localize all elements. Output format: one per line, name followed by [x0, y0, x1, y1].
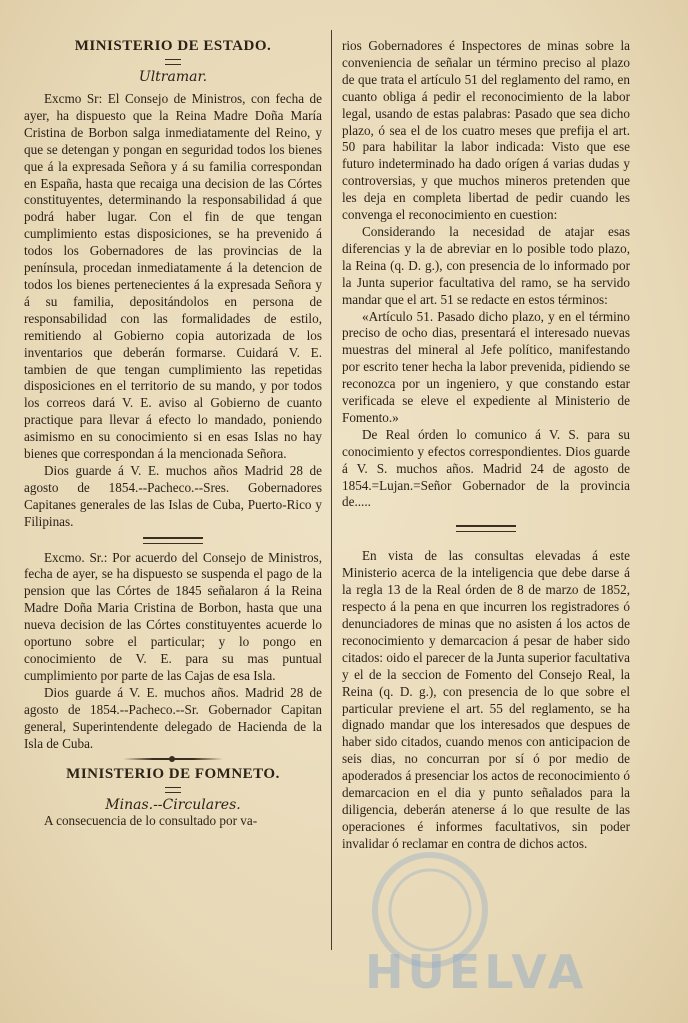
paragraph-articulo-51: «Artículo 51. Pasado dicho plazo, y en el término preciso de ocho dias, presentará el interesado nuevas muestras del mineral al Jefe político, manifestando por escrito tener hecha la labor prevenida, pidiendo se reconozca por un ingeniero, y que constando estar verificada se eleve el expediente al Ministerio de Fomento.» [342, 308, 630, 425]
paragraph-considerando: Considerando la necesidad de atajar esas diferencias y la de abreviar en lo posible todo plazo, la Reina (q. D. g.), con presencia de lo informado por la Junta superior facultativa del ramo, se ha servido mandar que el art. 51 se redacte en estos términos: [342, 223, 630, 307]
paragraph-signature-2: Dios guarde á V. E. muchos años. Madrid 28 de agosto de 1854.--Pacheco.--Sr. Gobernador Capitan general, Superintendente delegado de Hacienda de la Isla de Cuba. [24, 684, 322, 751]
paragraph-circular-cont: rios Gobernadores é Inspectores de minas sobre la conveniencia de señalar un término preciso al plazo de que trata el artículo 51 del reglamento del ramo, en cuanto obliga á pedir el reconocimiento de la labor legal, usando de estas palabras: Pasado que sea dicho plazo, ó sea el de los cuatro meses que prefija el art. 50 para habilitar la labor indicada: Visto que ese futuro indeterminado ha dado orígen á varias dudas y controversias, y que muchos mineros pretenden que les deja en completa libertad de pedir cuando les convenga el reconocimiento en cuestion: [342, 38, 630, 223]
ornament-dot-rule [123, 758, 223, 760]
ornament-double-rule [456, 525, 516, 532]
subheading-ultramar: Ultramar. [138, 69, 208, 85]
ornament-small [165, 59, 181, 65]
paragraph-decree-1: Excmo Sr: El Consejo de Ministros, con fecha de ayer, ha dispuesto que la Reina Madre Doña María Cristina de Borbon salga inmediatamente del Reino, y que se detengan y pongan en seguridad todos los bienes que á la expresada Señora y á su familia correspondan en España, hasta que recaiga una decision de las Córtes constituyentes, determinando la responsabilidad á que podrá haber lugar. Con el fin de que tengan cumplimiento estas disposiciones, se ha prevenido á todos los Gobernadores de las provincias de la península, procedan inmediatamente á la detencion de todos los bienes pertenecientes á la expresada Señora y á su familia, depositándolos en persona de responsabilidad con las formalidades de estilo, remitiendo al Gobierno copia autorizada de los inventarios que deberán formarse. Cuidará V. E. tambien de que tengan cumplimiento las repetidas disposiciones en el territorio de su mando, y por todos los correos dará V. E. aviso al Gobierno de cuanto practique para llevar á efecto lo mandado, poniendo asimismo en su conocimiento si en esas Islas no hay bienes que correspondan á la mencionada Señora. [24, 91, 322, 462]
paragraph-circular-start: A consecuencia de lo consultado por va- [44, 813, 258, 829]
ornament-double-rule [143, 537, 203, 544]
column-divider [331, 30, 332, 950]
right-column [342, 0, 630, 853]
ornament-small [165, 787, 181, 793]
left-column [24, 0, 322, 830]
watermark-text: HUELVA [365, 945, 588, 999]
paragraph-signature-1: Dios guarde á V. E. muchos años Madrid 28 de agosto de 1854.--Pacheco.--Sres. Gobernadores Capitanes generales de las Islas de Cuba, Puerto-Rico y Filipinas. [24, 462, 322, 529]
heading-ministerio-fomento: MINISTERIO DE FOMNETO. [66, 766, 280, 783]
paragraph-consultas: En vista de las consultas elevadas á este Ministerio acerca de la inteligencia que debe darse á la regla 13 de la Real órden de 8 de marzo de 1852, respecto á la pena en que incurren los registradores ó denunciadores de minas que no asisten á los actos de reconocimiento y demarcacion á pesar de haber sido citados: oido el parecer de la Junta superior facultativa y el de la seccion de Fomento del Consejo Real, la Reina (q. D. g.), con presencia de lo que sobre el particular previene el art. 55 del reglamento, se ha dignado mandar que los interesados que despues de haber sido citados, cuando menos con anticipacion de seis dias, no concurran por sí ó por medio de apoderados á presenciar los actos de reconocimiento ó demarcacion en el dia y punto señalados para la diligencia, deberán atenerse á lo que resulte de las operaciones é informes facultativos, sin poder invalidar ó reclamar en contra de dichos actos. [342, 548, 630, 851]
heading-ministerio-estado: MINISTERIO DE ESTADO. [74, 38, 272, 54]
paragraph-decree-2: Excmo. Sr.: Por acuerdo del Consejo de Ministros, fecha de ayer, se ha dispuesto se suspenda el pago de la pension que las Córtes de 1845 señalaron á la Reina Madre Doña Maria Cristina de Borbon, hasta que una nueva decision de las Córtes constituyentes acuerde lo oportuno sobre el particular; y lo pongo en conocimiento de V. E. para su mas puntual cumplimiento por parte de las Cajas de esa Isla. [24, 549, 322, 683]
subheading-minas: Minas.--Circulares. [105, 797, 241, 814]
paragraph-real-orden: De Real órden lo comunico á V. S. para su conocimiento y efectos correspondientes. Dios guarde á V. S. muchos años. Madrid 24 de agosto de 1854.=Lujan.=Señor Gobernador de la provincia de..... [342, 426, 630, 510]
